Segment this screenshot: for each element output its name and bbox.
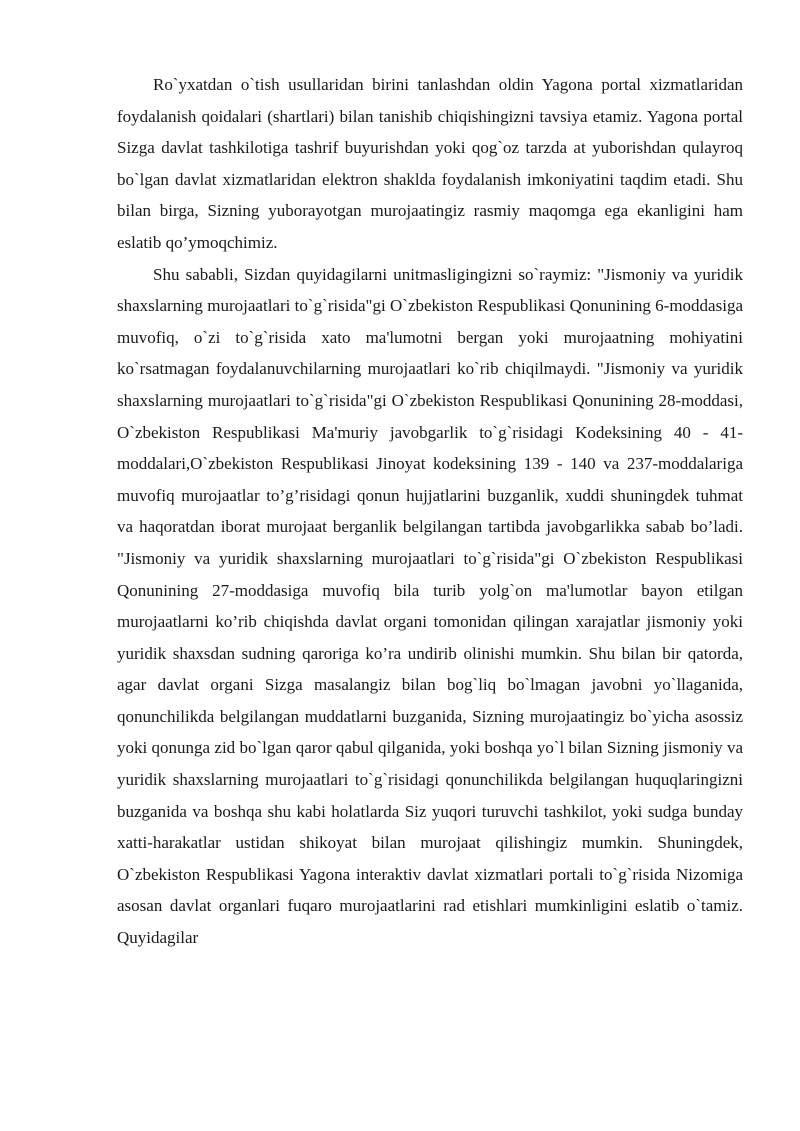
document-body xyxy=(117,69,743,954)
paragraph-registration-notice: Ro`yxatdan o`tish usullaridan birini tanlashdan oldin Yagona portal xizmatlaridan foydalanish qoidalari (shartlari) bilan tanishib chiqishingizni tavsiya etamiz. Yagona portal Sizga davlat tashkilotiga tashrif buyurishdan yoki qog`oz tarzda at yuborishdan qulayroq bo`lgan davlat xizmatlaridan elektron shaklda foydalanish imkoniyatini taqdim etadi. Shu bilan birga, Sizning yuborayotgan murojaatingiz rasmiy maqomga ega ekanligini ham eslatib qo’ymoqchimiz. xyxy=(117,75,743,252)
paragraph-legal-responsibility: Shu sababli, Sizdan quyidagilarni unitmasligingizni so`raymiz: "Jismoniy va yuridik shaxslarning murojaatlari to`g`risida"gi O`zbekiston Respublikasi Qonunining 6-moddasiga muvofiq, o`zi to`g`risida xato ma'lumotni bergan yoki murojaatning mohiyatini ko`rsatmagan foydalanuvchilarning murojaatlari ko`rib chiqilmaydi. "Jismoniy va yuridik shaxslarning murojaatlari to`g`risida"gi O`zbekiston Respublikasi Qonunining 28-moddasi, O`zbekiston Respublikasi Ma'muriy javobgarlik to`g`risidagi Kodeksining 40 - 41-moddalari,O`zbekiston Respublikasi Jinoyat kodeksining 139 - 140 va 237-moddalariga muvofiq murojaatlar to’g’risidagi qonun hujjatlarini buzganlik, xuddi shuningdek tuhmat va haqoratdan iborat murojaat berganlik belgilangan tartibda javobgarlikka sabab bo’ladi. "Jismoniy va yuridik shaxslarning murojaatlari to`g`risida"gi O`zbekiston Respublikasi Qonunining 27-moddasiga muvofiq bila turib yolg`on ma'lumotlar bayon etilgan murojaatlarni ko’rib chiqishda davlat organi tomonidan qilingan xarajatlar jismoniy yoki yuridik shaxsdan sudning qaroriga ko’ra undirib olinishi mumkin. Shu bilan bir qatorda, agar davlat organi Sizga masalangiz bilan bog`liq bo`lmagan javobni yo`llaganida, qonunchilikda belgilangan muddatlarni buzganida, Sizning murojaatingiz bo`yicha asossiz yoki qonunga zid bo`lgan qaror qabul qilganida, yoki boshqa yo`l bilan Sizning jismoniy va yuridik shaxslarning murojaatlari to`g`risidagi qonunchilikda belgilangan huquqlaringizni buzganida va boshqa shu kabi holatlarda Siz yuqori turuvchi tashkilot, yoki sudga bunday xatti-harakatlar ustidan shikoyat bilan murojaat qilishingiz mumkin. Shuningdek, O`zbekiston Respublikasi Yagona interaktiv davlat xizmatlari portali to`g`risida Nizomiga asosan davlat organlari fuqaro murojaatlarini rad etishlari mumkinligini eslatib o`tamiz. Quyidagilar xyxy=(117,264,743,948)
